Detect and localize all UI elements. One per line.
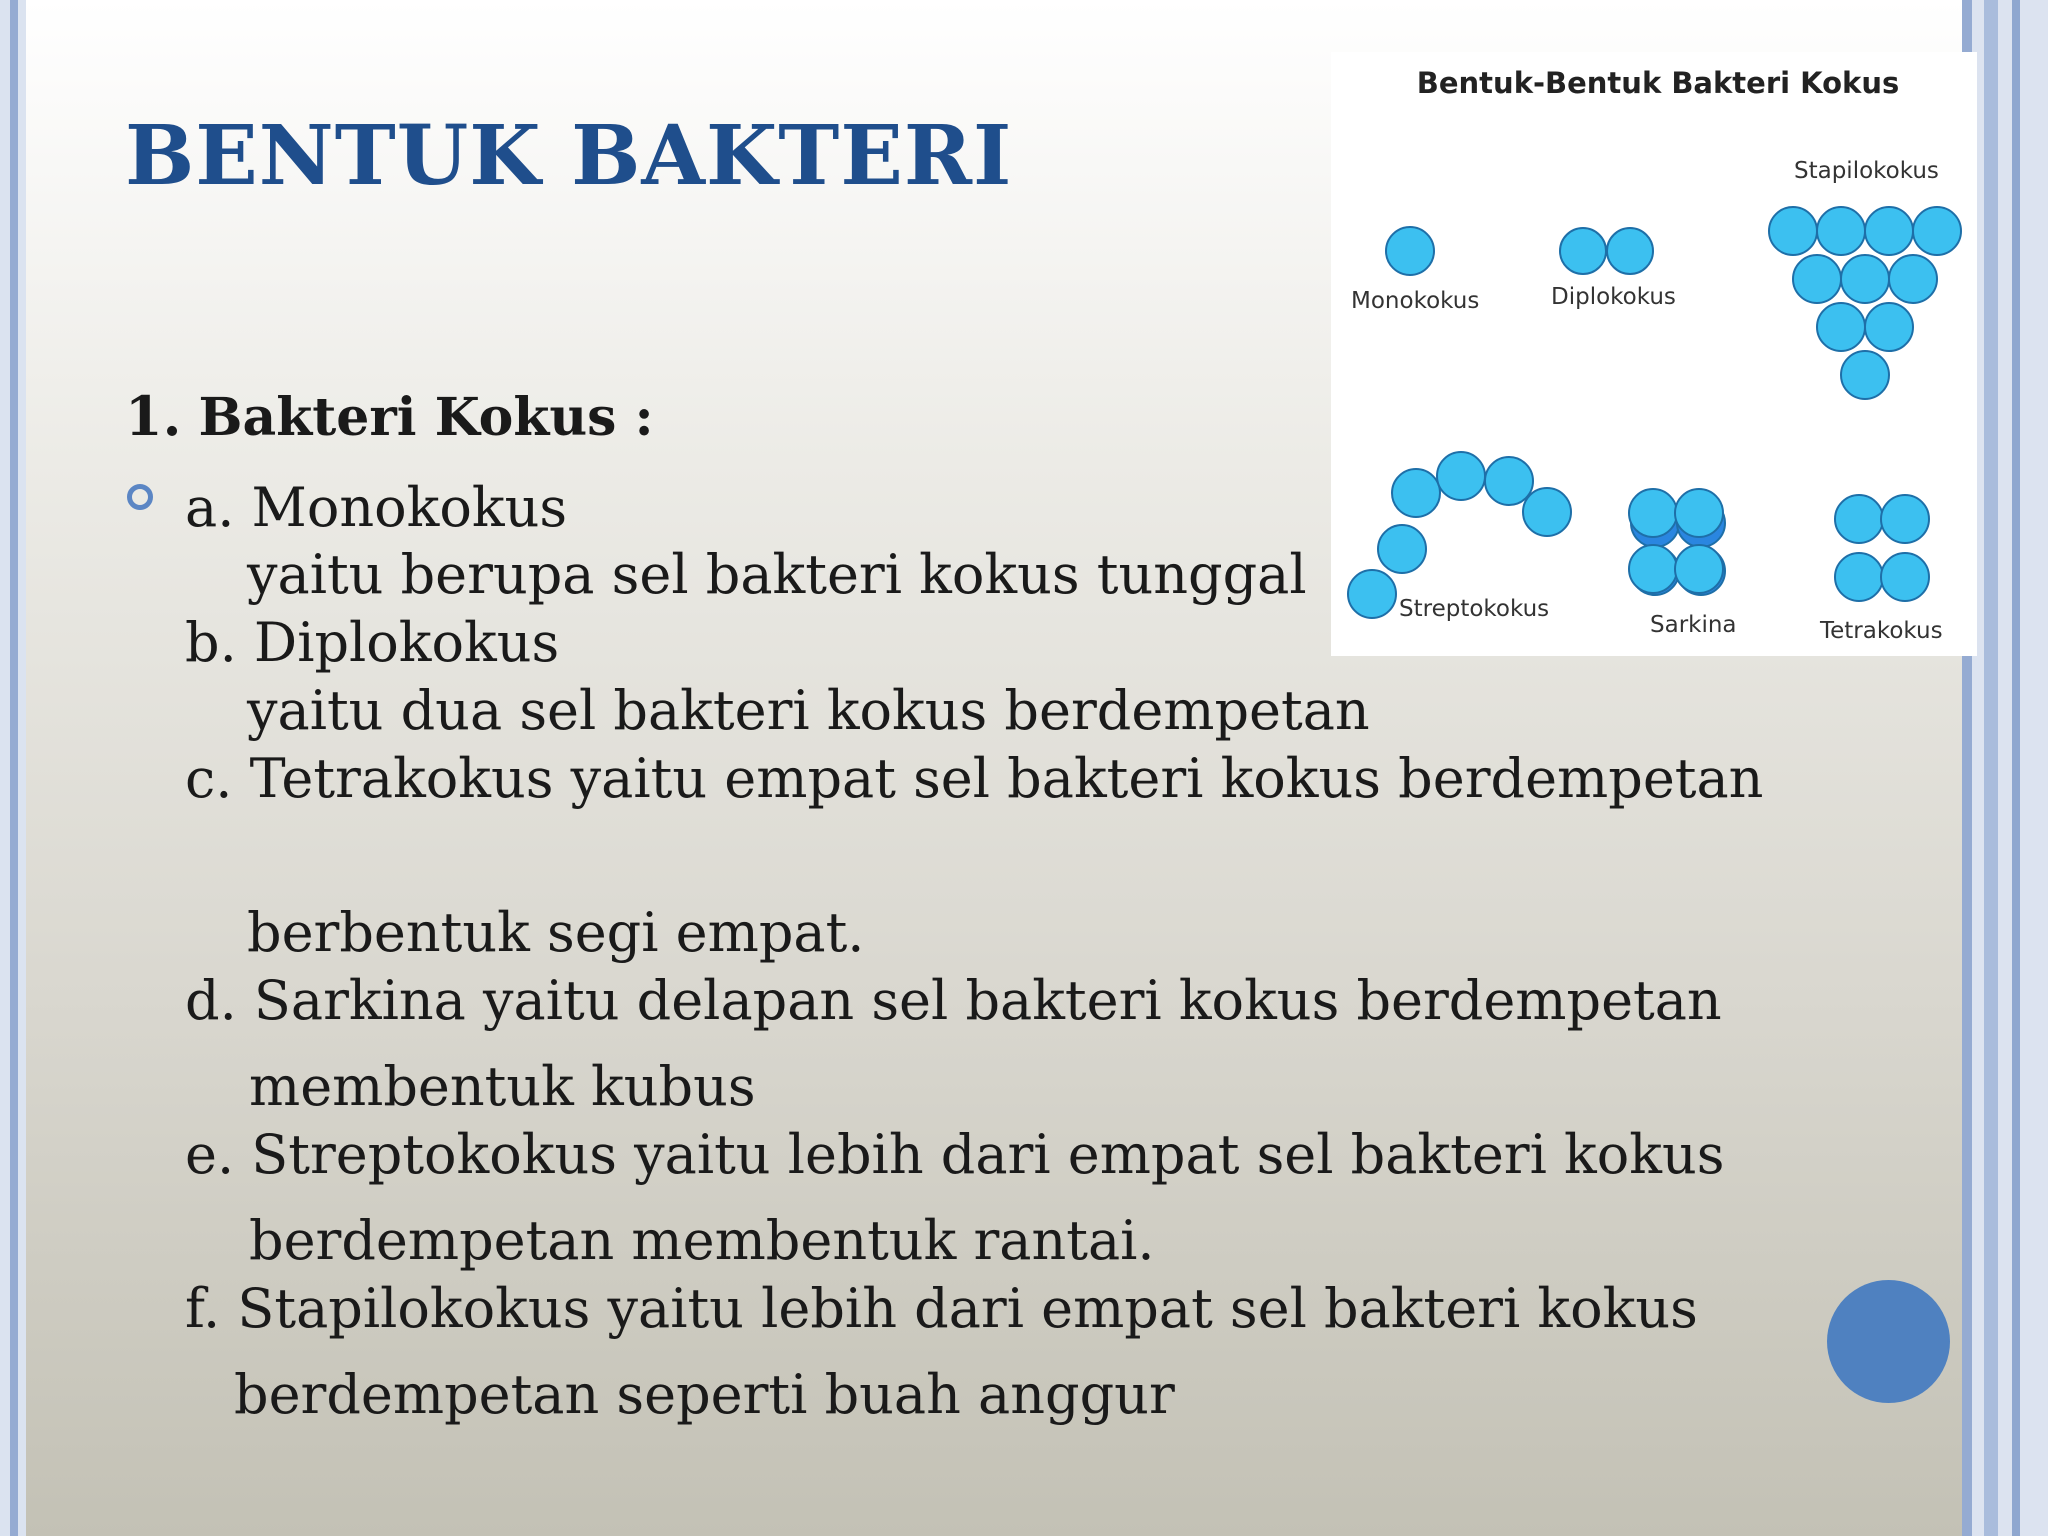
- stapilokokus-cell: [1793, 255, 1841, 303]
- label-tetrakokus: Tetrakokus: [1820, 618, 1943, 644]
- cocci-illustration: [1331, 52, 1977, 656]
- list-item-streptokokus: e. Streptokokus yaitu lebih dari empat sel bakteri kokus: [185, 1123, 1725, 1186]
- tetrakokus-cell: [1881, 495, 1929, 543]
- streptokokus-cell: [1437, 452, 1485, 500]
- list-item-tetrakokus: c. Tetrakokus yaitu empat sel bakteri kokus berdempetan: [185, 747, 1764, 810]
- list-item-stapilokokus: f. Stapilokokus yaitu lebih dari empat sel bakteri kokus: [185, 1277, 1698, 1340]
- bullet-circle-icon: [127, 484, 153, 510]
- streptokokus-cell: [1378, 525, 1426, 573]
- tetrakokus-cell: [1835, 553, 1883, 601]
- diplokokus-cell: [1560, 228, 1606, 274]
- list-item-desc: yaitu berupa sel bakteri kokus tunggal: [247, 543, 1307, 606]
- tetrakokus-cell: [1835, 495, 1883, 543]
- label-diplokokus: Diplokokus: [1551, 284, 1676, 310]
- sarkina-cell: [1675, 545, 1723, 593]
- label-monokokus: Monokokus: [1351, 288, 1480, 314]
- section-heading-text: Bakteri Kokus :: [198, 387, 654, 448]
- label-streptokokus: Streptokokus: [1399, 596, 1550, 622]
- sarkina-cell: [1629, 545, 1677, 593]
- stapilokokus-cell: [1913, 207, 1961, 255]
- stapilokokus-cell: [1841, 351, 1889, 399]
- list-item-desc: berbentuk segi empat.: [247, 901, 865, 964]
- streptokokus-cell: [1392, 469, 1440, 517]
- label-sarkina: Sarkina: [1650, 612, 1737, 638]
- sarkina-cell: [1675, 489, 1723, 537]
- list-item-desc: membentuk kubus: [249, 1055, 756, 1118]
- streptokokus-cell: [1485, 457, 1533, 505]
- decorative-circle: [1827, 1280, 1950, 1403]
- list-item-monokokus: a. Monokokus: [185, 476, 568, 539]
- section-heading: [125, 384, 654, 448]
- list-item-diplokokus: b. Diplokokus: [185, 611, 560, 674]
- stapilokokus-cell: [1817, 207, 1865, 255]
- stapilokokus-cell: [1865, 303, 1913, 351]
- section-number: 1.: [125, 384, 182, 448]
- stapilokokus-cell: [1817, 303, 1865, 351]
- stapilokokus-cell: [1865, 207, 1913, 255]
- list-item-desc: berdempetan membentuk rantai.: [249, 1209, 1155, 1272]
- list-item-desc: berdempetan seperti buah anggur: [234, 1363, 1175, 1426]
- slide-title: BENTUK BAKTERI: [125, 108, 1013, 204]
- left-border-decoration: [0, 0, 26, 1536]
- streptokokus-cell: [1523, 488, 1571, 536]
- label-stapilokokus: Stapilokokus: [1794, 158, 1939, 184]
- stapilokokus-cell: [1841, 255, 1889, 303]
- sarkina-cell: [1629, 489, 1677, 537]
- cocci-shapes-figure: [1331, 52, 1977, 656]
- stapilokokus-cell: [1769, 207, 1817, 255]
- monokokus-cell: [1386, 227, 1434, 275]
- tetrakokus-cell: [1881, 553, 1929, 601]
- diplokokus-cell: [1607, 228, 1653, 274]
- figure-title: Bentuk-Bentuk Bakteri Kokus: [1416, 66, 1900, 100]
- stapilokokus-cell: [1889, 255, 1937, 303]
- list-item-sarkina: d. Sarkina yaitu delapan sel bakteri kokus berdempetan: [185, 969, 1722, 1032]
- streptokokus-cell: [1348, 570, 1396, 618]
- list-item-desc: yaitu dua sel bakteri kokus berdempetan: [247, 679, 1370, 742]
